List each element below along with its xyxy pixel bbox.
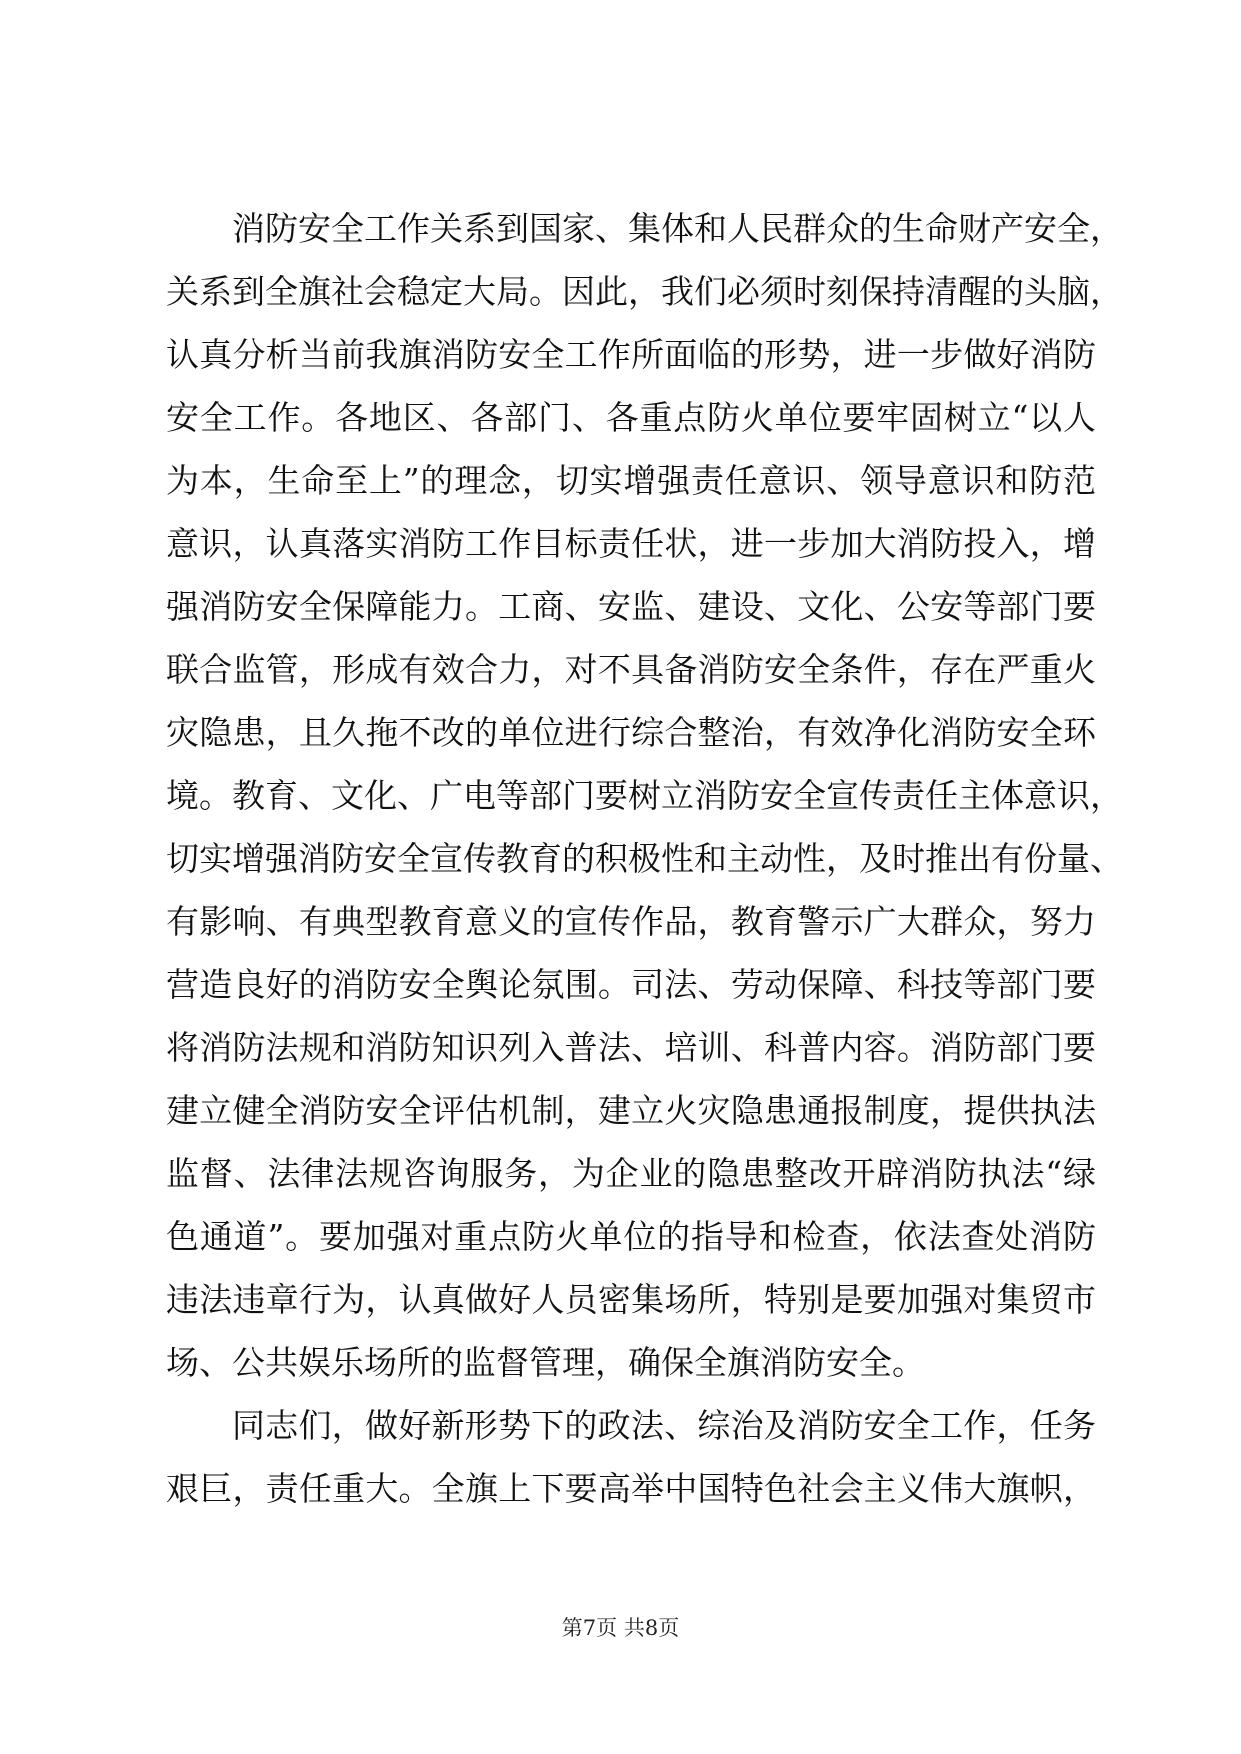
paragraph-line: 监督、法律法规咨询服务，为企业的隐患整改开辟消防执法“绿 <box>166 1154 1096 1193</box>
page-footer: 第7页 共8页 <box>561 1616 680 1640</box>
body-text <box>166 197 1123 1520</box>
paragraph-line: 关系到全旗社会稳定大局。因此，我们必须时刻保持清醒的头脑， <box>166 272 1123 311</box>
paragraph-line: 联合监管，形成有效合力，对不具备消防安全条件，存在严重火 <box>166 650 1096 689</box>
paragraph-line: 意识，认真落实消防工作目标责任状，进一步加大消防投入，增 <box>166 524 1096 563</box>
paragraph-line: 切实增强消防安全宣传教育的积极性和主动性，及时推出有份量、 <box>166 839 1123 878</box>
paragraph-line: 场、公共娱乐场所的监督管理，确保全旗消防安全。 <box>166 1343 925 1382</box>
paragraph-line: 境。教育、文化、广电等部门要树立消防安全宣传责任主体意识， <box>166 776 1123 815</box>
paragraph-line: 建立健全消防安全评估机制，建立火灾隐患通报制度，提供执法 <box>166 1091 1096 1130</box>
paragraph-line: 艰巨，责任重大。全旗上下要高举中国特色社会主义伟大旗帜， <box>166 1469 1096 1508</box>
paragraph-line: 有影响、有典型教育意义的宣传作品，教育警示广大群众，努力 <box>166 902 1096 941</box>
paragraph-line: 色通道”。要加强对重点防火单位的指导和检查，依法查处消防 <box>166 1217 1096 1256</box>
paragraph-line: 违法违章行为，认真做好人员密集场所，特别是要加强对集贸市 <box>166 1280 1096 1319</box>
paragraph-line: 将消防法规和消防知识列入普法、培训、科普内容。消防部门要 <box>166 1028 1096 1067</box>
paragraph-line: 同志们，做好新形势下的政法、综治及消防安全工作，任务 <box>232 1406 1096 1445</box>
paragraph-line: 消防安全工作关系到国家、集体和人民群众的生命财产安全， <box>232 209 1123 248</box>
paragraph-line: 认真分析当前我旗消防安全工作所面临的形势，进一步做好消防 <box>166 335 1096 374</box>
paragraph-line: 灾隐患，且久拖不改的单位进行综合整治，有效净化消防安全环 <box>166 713 1096 752</box>
paragraph-line: 强消防安全保障能力。工商、安监、建设、文化、公安等部门要 <box>166 587 1096 626</box>
paragraph-line: 安全工作。各地区、各部门、各重点防火单位要牢固树立“以人 <box>166 398 1096 437</box>
paragraph-line: 为本，生命至上”的理念，切实增强责任意识、领导意识和防范 <box>166 461 1096 500</box>
paragraph-line: 营造良好的消防安全舆论氛围。司法、劳动保障、科技等部门要 <box>166 965 1096 1004</box>
